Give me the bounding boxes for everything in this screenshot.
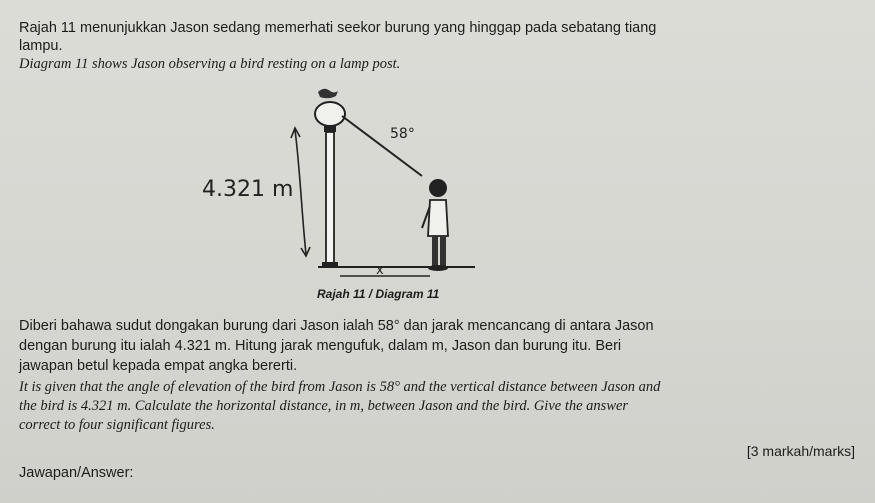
body-english-line1: It is given that the angle of elevation of the bird from Jason is 58° and the vertical distance between Jason and — [19, 379, 661, 395]
intro-malay-line2: lampu. — [19, 38, 63, 54]
marks-label: [3 markah/marks] — [746, 443, 855, 459]
line-of-sight — [342, 116, 422, 176]
body-malay-line1: Diberi bahawa sudut dongakan burung dari Jason ialah 58° dan jarak mencancang di antara Jason — [19, 318, 654, 334]
diagram-caption: Rajah 11 / Diagram 11 — [317, 287, 440, 301]
intro-malay-line1: Rajah 11 menunjukkan Jason sedang memerhati seekor burung yang hinggap pada sebatang tiang — [19, 20, 657, 36]
height-arrow — [295, 130, 306, 254]
person-head-icon — [429, 179, 447, 197]
person-leg-left — [432, 236, 438, 266]
body-english-line2: the bird is 4.321 m. Calculate the horizontal distance, in m, between Jason and the bird. Give the answer — [19, 398, 629, 414]
answer-label: Jawapan/Answer: — [19, 465, 134, 481]
body-malay-line3: jawapan betul kepada empat angka bererti. — [19, 358, 298, 374]
person-feet — [428, 265, 448, 271]
body-english-line3: correct to four significant figures. — [19, 417, 215, 433]
lamp-icon — [315, 102, 345, 126]
person-leg-right — [440, 236, 446, 266]
person-body — [428, 200, 448, 236]
handwritten-height: 4.321 m — [202, 177, 294, 202]
handwritten-base: x — [376, 263, 384, 278]
lamp-post-diagram — [190, 78, 490, 288]
body-malay-line2: dengan burung itu ialah 4.321 m. Hitung jarak mengufuk, dalam m, Jason dan burung itu. Beri — [19, 338, 622, 354]
intro-english: Diagram 11 shows Jason observing a bird resting on a lamp post. — [19, 56, 401, 72]
lamp-post — [326, 132, 334, 264]
bird-icon — [318, 89, 338, 99]
handwritten-angle: 58° — [390, 126, 415, 142]
